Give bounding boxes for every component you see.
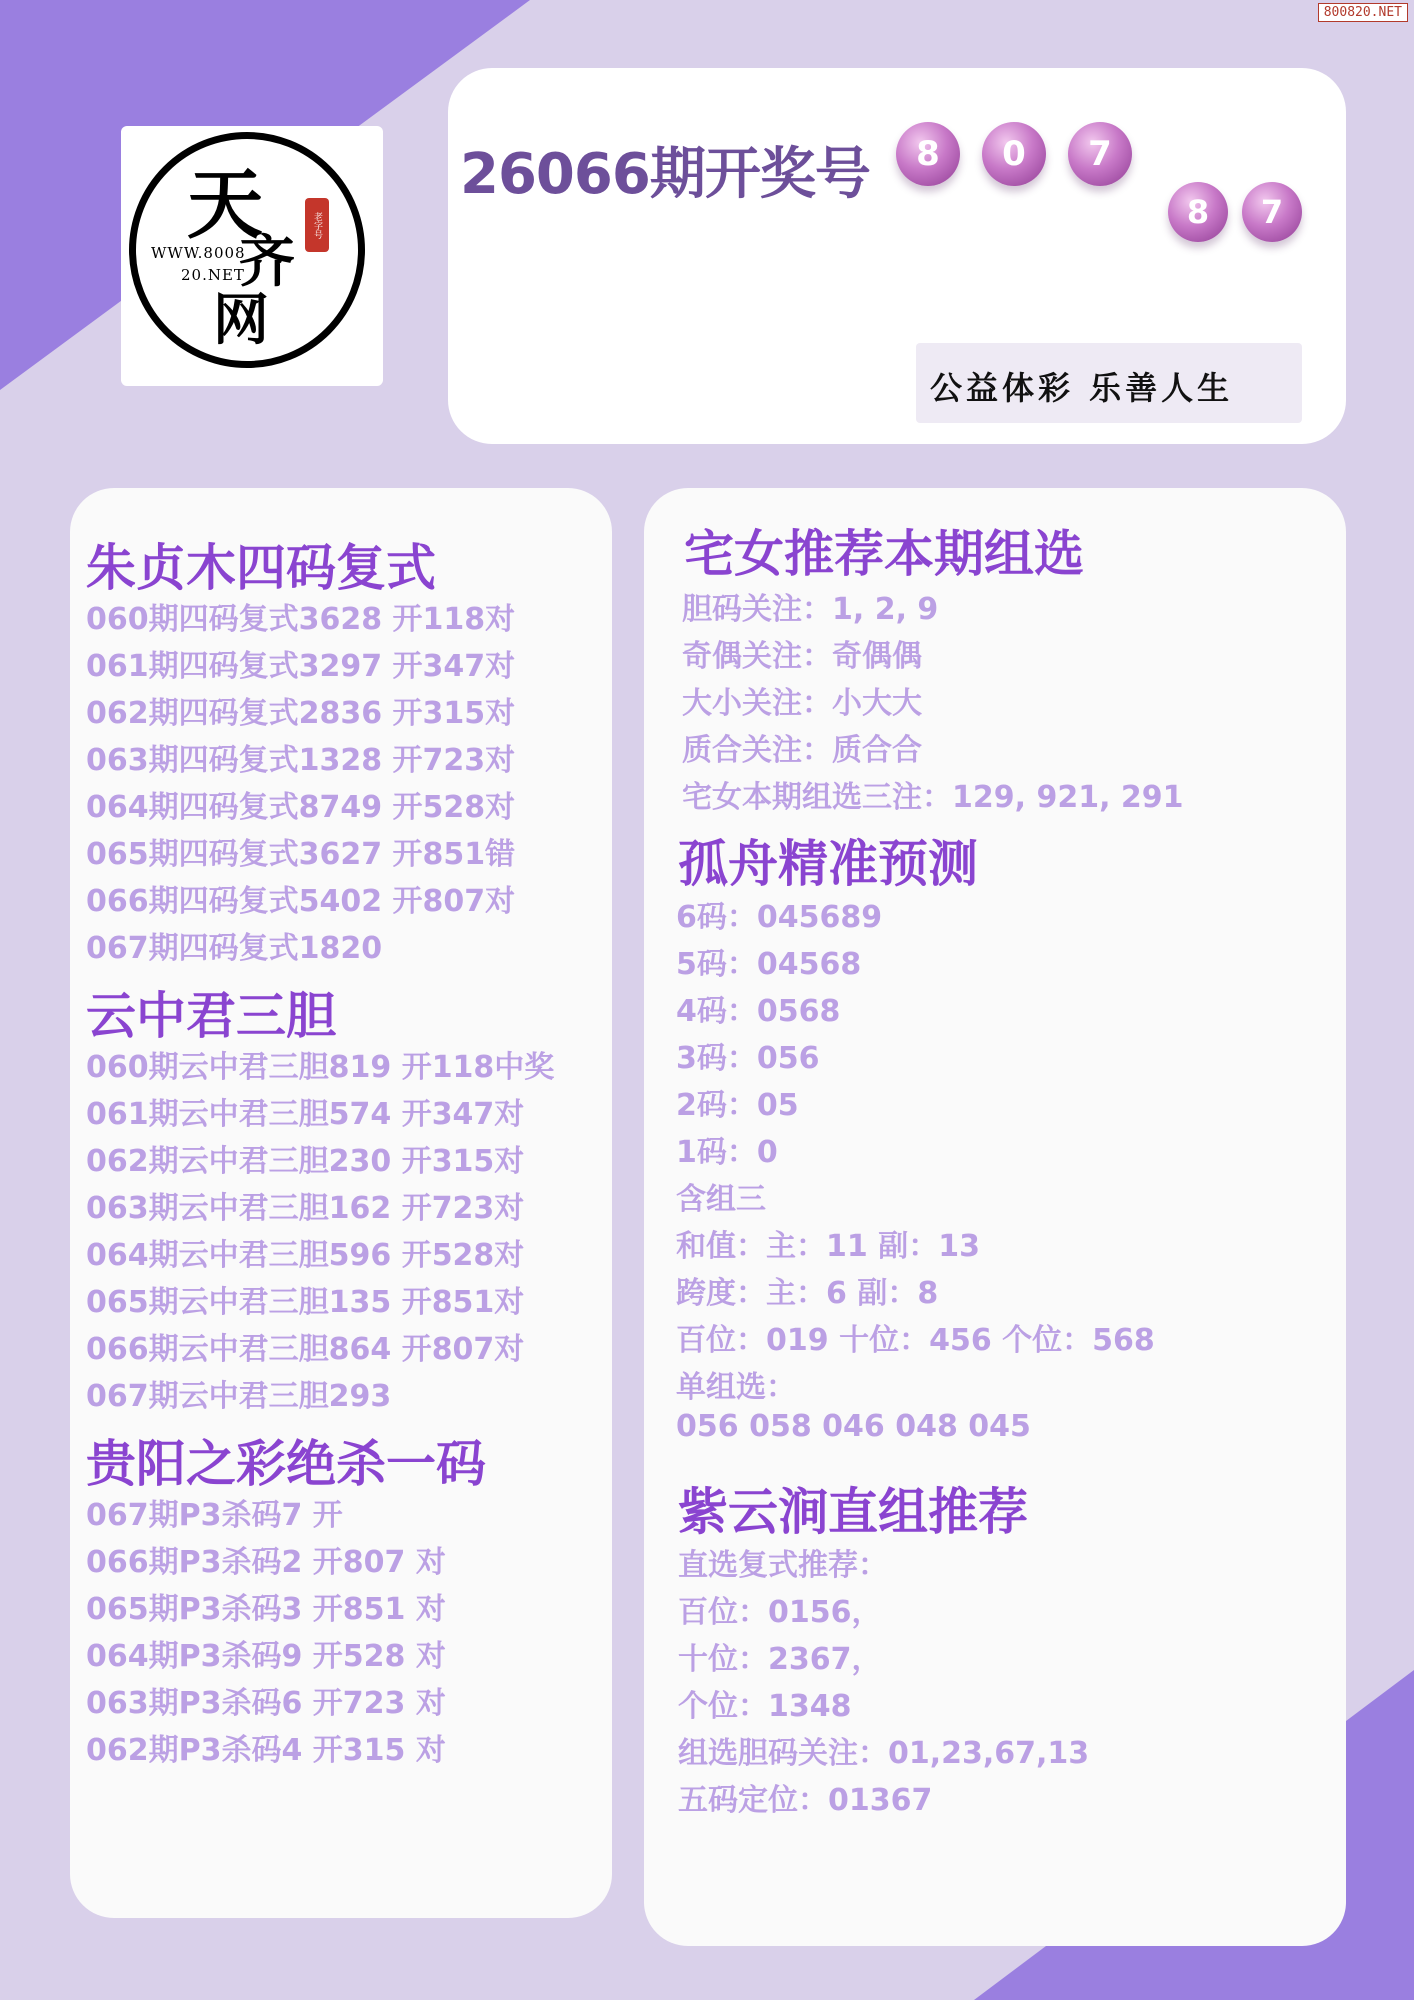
four-code-line: 066期四码复式5402 开807对 — [86, 884, 516, 919]
group-select-line: 宅女本期组选三注：129, 921, 291 — [682, 780, 1184, 815]
forecast-line: 3码：056 — [676, 1041, 820, 1076]
forecast-line: 6码：045689 — [676, 900, 883, 935]
section-heading-four-code: 朱贞木四码复式 — [86, 539, 436, 597]
three-dan-line: 062期云中君三胆230 开315对 — [86, 1144, 525, 1179]
section-heading-three-dan: 云中君三胆 — [86, 987, 336, 1045]
forecast-line: 和值：主：11 副：13 — [676, 1229, 980, 1264]
four-code-line: 067期四码复式1820 — [86, 931, 383, 966]
three-dan-line: 066期云中君三胆864 开807对 — [86, 1332, 525, 1367]
forecast-line: 跨度：主：6 副：8 — [676, 1276, 939, 1311]
draw-ball-2: 0 — [982, 122, 1046, 186]
forecast-line: 2码：05 — [676, 1088, 799, 1123]
slogan-box — [916, 343, 1302, 423]
direct-group-line: 十位：2367， — [678, 1642, 882, 1677]
three-dan-line: 067期云中君三胆293 — [86, 1379, 392, 1414]
kill-code-line: 062期P3杀码4 开315 对 — [86, 1733, 446, 1768]
group-select-line: 胆码关注：1, 2, 9 — [682, 592, 939, 627]
section-heading-precise-forecast: 孤舟精准预测 — [678, 835, 978, 893]
watermark-label: 800820.NET — [1318, 3, 1408, 22]
three-dan-line: 061期云中君三胆574 开347对 — [86, 1097, 525, 1132]
left-predictions-card — [70, 488, 612, 1918]
direct-group-line: 直选复式推荐： — [678, 1548, 888, 1583]
forecast-line: 百位：019 十位：456 个位：568 — [676, 1323, 1155, 1358]
four-code-line: 060期四码复式3628 开118对 — [86, 602, 516, 637]
three-dan-line: 064期云中君三胆596 开528对 — [86, 1238, 525, 1273]
kill-code-line: 067期P3杀码7 开 — [86, 1498, 343, 1533]
right-predictions-card — [644, 488, 1346, 1946]
forecast-line: 单组选： — [676, 1370, 796, 1405]
slogan-text: 公益体彩 乐善人生 — [930, 369, 1234, 407]
draw-ball-3: 7 — [1068, 122, 1132, 186]
four-code-line: 064期四码复式8749 开528对 — [86, 790, 516, 825]
section-heading-direct-group: 紫云涧直组推荐 — [678, 1483, 1028, 1541]
logo-char-3: 网 — [213, 287, 269, 353]
kill-code-line: 065期P3杀码3 开851 对 — [86, 1592, 446, 1627]
site-logo — [121, 126, 383, 386]
four-code-line: 063期四码复式1328 开723对 — [86, 743, 516, 778]
forecast-line: 含组三 — [676, 1182, 766, 1217]
section-heading-kill-code: 贵阳之彩绝杀一码 — [86, 1435, 486, 1493]
draw-result-card — [448, 68, 1346, 444]
three-dan-line: 063期云中君三胆162 开723对 — [86, 1191, 525, 1226]
four-code-line: 061期四码复式3297 开347对 — [86, 649, 516, 684]
group-select-line: 大小关注：小大大 — [682, 686, 922, 721]
draw-ball-4: 8 — [1168, 182, 1228, 242]
logo-url-line-1: WWW.8008 — [151, 244, 246, 262]
four-code-line: 062期四码复式2836 开315对 — [86, 696, 516, 731]
section-heading-group-select: 宅女推荐本期组选 — [684, 525, 1084, 583]
three-dan-line: 060期云中君三胆819 开118中奖 — [86, 1050, 555, 1085]
logo-seal: 老字号 — [305, 198, 329, 252]
draw-title: 26066期开奖号 — [460, 142, 870, 207]
logo-char-2: 齐 — [239, 229, 295, 295]
group-select-line: 质合关注：质合合 — [682, 733, 922, 768]
kill-code-line: 064期P3杀码9 开528 对 — [86, 1639, 446, 1674]
forecast-line: 5码：04568 — [676, 947, 862, 982]
forecast-line: 1码：0 — [676, 1135, 778, 1170]
forecast-line: 4码：0568 — [676, 994, 841, 1029]
direct-group-line: 组选胆码关注：01,23,67,13 — [678, 1736, 1090, 1771]
forecast-line: 056 058 046 048 045 — [676, 1409, 1031, 1444]
three-dan-line: 065期云中君三胆135 开851对 — [86, 1285, 525, 1320]
four-code-line: 065期四码复式3627 开851错 — [86, 837, 516, 872]
kill-code-line: 063期P3杀码6 开723 对 — [86, 1686, 446, 1721]
direct-group-line: 个位：1348 — [678, 1689, 852, 1724]
kill-code-line: 066期P3杀码2 开807 对 — [86, 1545, 446, 1580]
direct-group-line: 百位：0156， — [678, 1595, 882, 1630]
draw-ball-1: 8 — [896, 122, 960, 186]
draw-ball-5: 7 — [1242, 182, 1302, 242]
group-select-line: 奇偶关注：奇偶偶 — [682, 639, 922, 674]
logo-url-line-2: 20.NET — [181, 266, 245, 284]
direct-group-line: 五码定位：01367 — [678, 1783, 933, 1818]
logo-char-1: 天 — [187, 160, 263, 249]
